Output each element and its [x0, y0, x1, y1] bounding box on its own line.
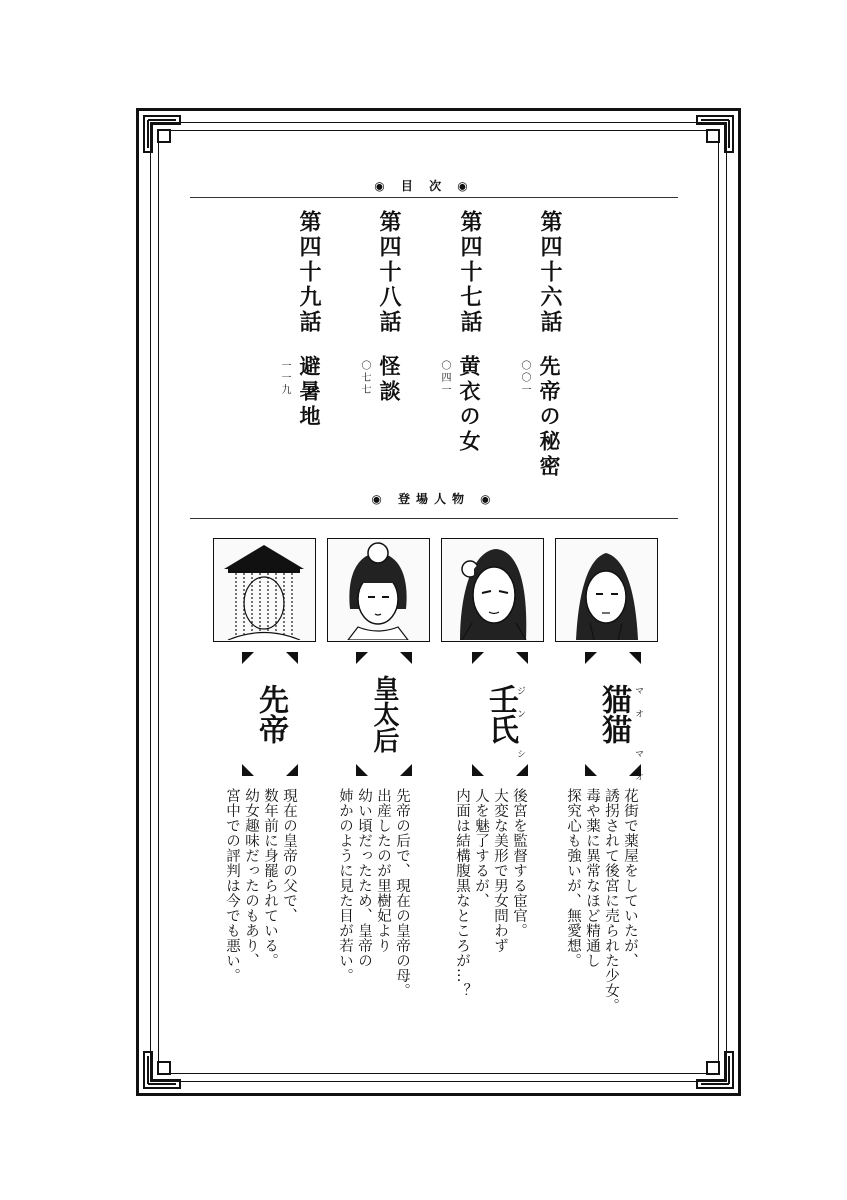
character-name: 壬氏: [483, 684, 518, 744]
character-name: 猫猫: [596, 684, 631, 744]
jinshi-portrait-icon: [442, 539, 542, 640]
character-ruby: マオ マオ: [633, 686, 643, 795]
corner-ornament-icon: [693, 1048, 737, 1092]
corner-ornament-icon: [140, 1048, 184, 1092]
contents-heading: ◉ 目 次 ◉: [374, 179, 474, 193]
portrait-maomao: [555, 538, 658, 642]
chapter-label: 第四十七話: [457, 210, 483, 335]
character-name: 皇太后: [369, 675, 399, 753]
chapter-title[interactable]: 先帝の秘密: [537, 355, 562, 480]
chapter-page: 一一九: [279, 360, 290, 396]
chapter-label: 第四十六話: [537, 210, 563, 335]
characters-rule: [190, 518, 678, 519]
chapter-page: 〇四一: [439, 360, 450, 396]
name-block-former-emperor: [240, 650, 300, 778]
chapter-label: 第四十八話: [376, 210, 402, 335]
corner-ornament-icon: [693, 112, 737, 156]
portrait-former-emperor: [213, 538, 316, 642]
portrait-jinshi: [441, 538, 544, 642]
chapter-label: 第四十九話: [296, 210, 322, 335]
maomao-portrait-icon: [556, 539, 656, 640]
character-name: 先帝: [253, 684, 288, 744]
chapter-title[interactable]: 怪談: [377, 355, 402, 405]
chapter-page: 〇〇一: [519, 360, 530, 396]
corner-ornament-icon: [140, 112, 184, 156]
character-ruby: ジン シ: [515, 686, 525, 772]
empress-dowager-portrait-icon: [328, 539, 428, 640]
chapter-page: 〇七七: [359, 360, 370, 396]
character-description: 現在の皇帝の父で、 数年前に身罷られている。 幼女趣味だったのもあり、 宮中での評判は今でも悪い。: [224, 788, 297, 983]
contents-rule: [190, 197, 678, 198]
portrait-empress-dowager: [327, 538, 430, 642]
former-emperor-portrait-icon: [214, 539, 314, 640]
chapter-title[interactable]: 避暑地: [297, 355, 322, 430]
name-block-empress-dowager: [354, 650, 414, 778]
chapter-title[interactable]: 黄衣の女: [457, 355, 482, 455]
character-description: 花街で薬屋をしていたが、 誘拐されて後宮に売られた少女。 毒や薬に異常なほど精通し 探究心も強いが、無愛想。: [565, 788, 638, 1013]
characters-heading: ◉ 登場人物 ◉: [371, 492, 497, 506]
character-description: 先帝の后で、現在の皇帝の母。 出産したのが里樹妃より 幼い頃だったため、皇帝の 姉かのように見た目が若い。: [337, 788, 410, 998]
character-description: 後宮を監督する宦官。 大変な美形で男女問わず 人を魅了するが、 内面は結構腹黒なところが…？: [454, 788, 527, 998]
